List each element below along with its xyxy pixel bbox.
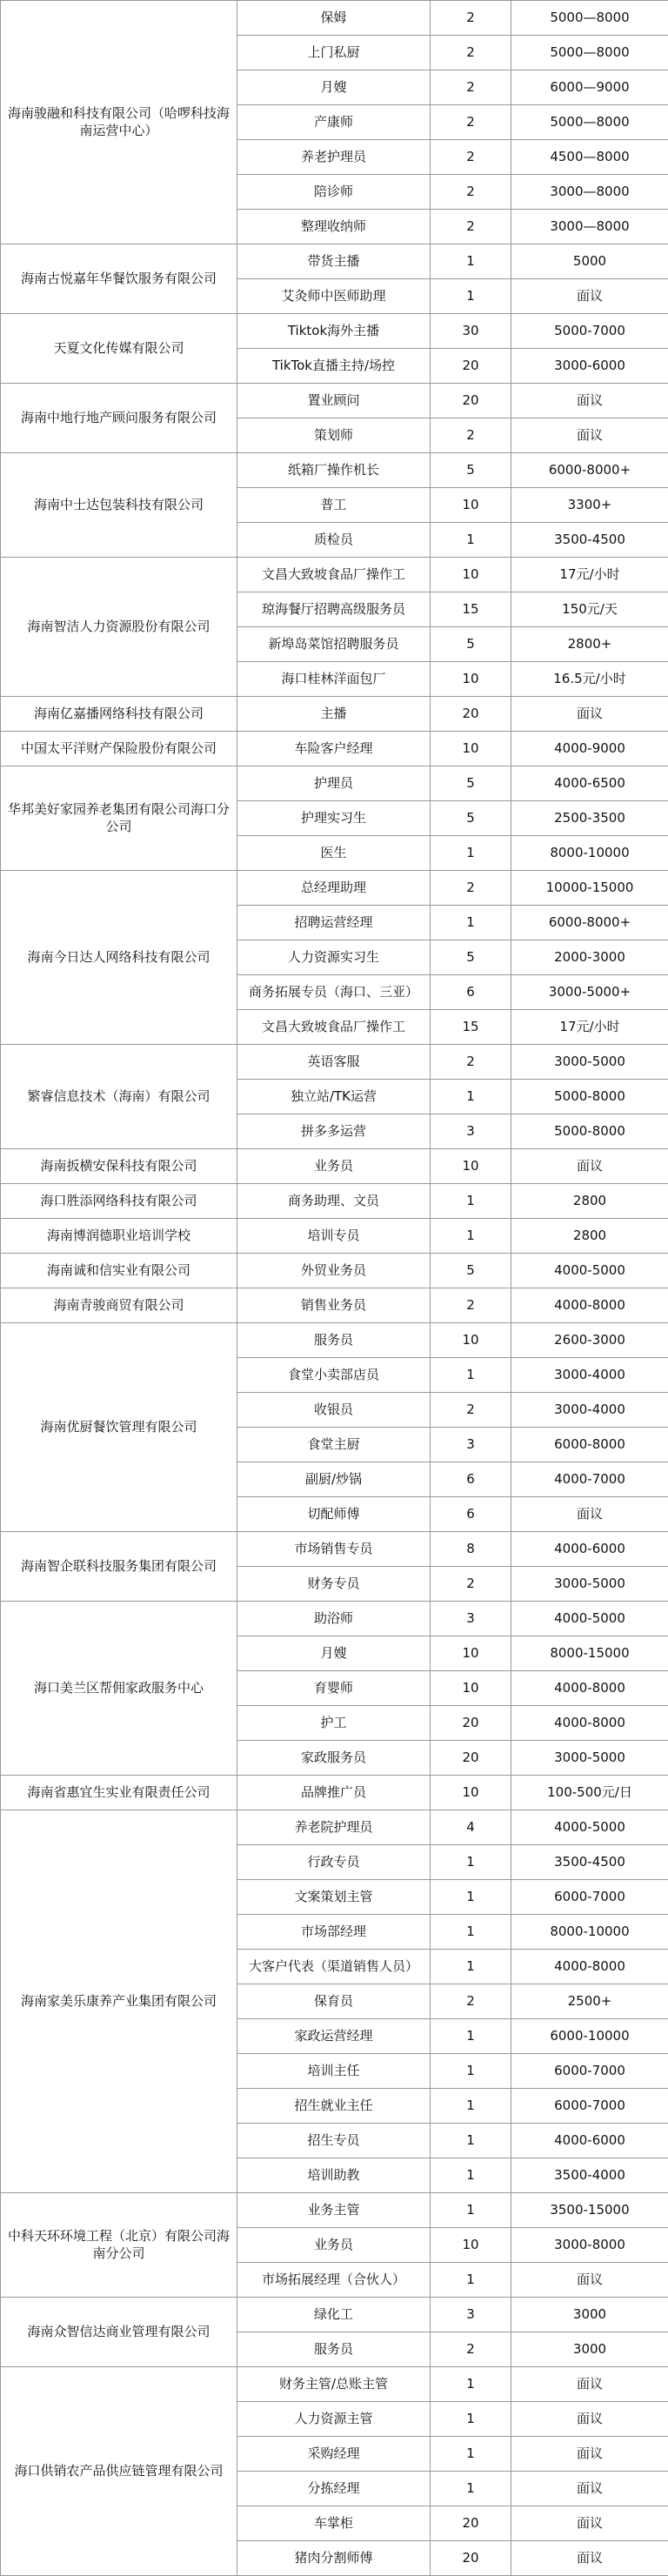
position-title: 切配师傅 [237, 1497, 431, 1532]
salary: 4500—8000 [511, 140, 668, 175]
headcount: 6 [431, 1497, 511, 1532]
headcount: 5 [431, 940, 511, 975]
table-row [1, 1, 668, 36]
company-name: 海南古悦嘉年华餐饮服务有限公司 [1, 244, 237, 314]
company-name: 海南扳横安保科技有限公司 [1, 1149, 237, 1184]
salary: 3000-6000 [511, 349, 668, 384]
headcount: 1 [431, 2019, 511, 2054]
salary: 面议 [511, 2506, 668, 2541]
company-name: 中国太平洋财产保险股份有限公司 [1, 732, 237, 766]
salary: 面议 [511, 279, 668, 314]
salary: 面议 [511, 2402, 668, 2437]
salary: 150元/天 [511, 592, 668, 627]
headcount: 1 [431, 1080, 511, 1114]
company-name: 海南博润德职业培训学校 [1, 1219, 237, 1254]
headcount: 1 [431, 2402, 511, 2437]
headcount: 15 [431, 1010, 511, 1045]
position-title: 市场拓展经理（合伙人） [237, 2263, 431, 2298]
headcount: 5 [431, 766, 511, 801]
salary: 3000-4000 [511, 1393, 668, 1428]
position-title: 分拣经理 [237, 2472, 431, 2506]
headcount: 6 [431, 975, 511, 1010]
position-title: 绿化工 [237, 2298, 431, 2332]
position-title: 文案策划主管 [237, 1880, 431, 1915]
position-title: 质检员 [237, 523, 431, 558]
position-title: 保育员 [237, 1984, 431, 2019]
table-row [1, 697, 668, 732]
salary: 面议 [511, 2367, 668, 2402]
salary: 17元/小时 [511, 558, 668, 592]
headcount: 10 [431, 1149, 511, 1184]
position-title: 琼海餐厅招聘高级服务员 [237, 592, 431, 627]
headcount: 2 [431, 1567, 511, 1602]
headcount: 10 [431, 1671, 511, 1706]
position-title: 纸箱厂操作机长 [237, 453, 431, 488]
company-name: 海南青骏商贸有限公司 [1, 1288, 237, 1323]
position-title: 大客户代表（渠道销售人员） [237, 1950, 431, 1984]
position-title: 月嫂 [237, 1636, 431, 1671]
position-title: 品牌推广员 [237, 1776, 431, 1810]
position-title: 总经理助理 [237, 871, 431, 906]
salary: 6000-8000+ [511, 453, 668, 488]
salary: 5000-8000 [511, 1114, 668, 1149]
table-row [1, 1776, 668, 1810]
table-row [1, 871, 668, 906]
position-title: 家政服务员 [237, 1741, 431, 1776]
company-name: 海南家美乐康养产业集团有限公司 [1, 1810, 237, 2193]
table-row [1, 1184, 668, 1219]
position-title: 主播 [237, 697, 431, 732]
salary: 6000—9000 [511, 70, 668, 105]
headcount: 1 [431, 2158, 511, 2193]
headcount: 1 [431, 2437, 511, 2472]
position-title: 服务员 [237, 2332, 431, 2367]
position-title: 拼多多运营 [237, 1114, 431, 1149]
salary: 面议 [511, 1149, 668, 1184]
salary: 6000-8000+ [511, 906, 668, 940]
headcount: 2 [431, 140, 511, 175]
salary: 4000-9000 [511, 732, 668, 766]
headcount: 20 [431, 384, 511, 418]
salary: 6000-7000 [511, 1880, 668, 1915]
salary: 2800 [511, 1184, 668, 1219]
salary: 2800 [511, 1219, 668, 1254]
headcount: 3 [431, 1114, 511, 1149]
position-title: 医生 [237, 836, 431, 871]
position-title: 食堂主厨 [237, 1428, 431, 1462]
position-title: 独立站/TK运营 [237, 1080, 431, 1114]
position-title: 新埠岛菜馆招聘服务员 [237, 627, 431, 662]
position-title: 上门私厨 [237, 36, 431, 70]
headcount: 4 [431, 1810, 511, 1845]
headcount: 10 [431, 662, 511, 697]
position-title: 陪诊师 [237, 175, 431, 210]
job-table-body [1, 1, 668, 2576]
position-title: 育婴师 [237, 1671, 431, 1706]
headcount: 1 [431, 279, 511, 314]
salary: 8000-15000 [511, 1636, 668, 1671]
position-title: 市场部经理 [237, 1915, 431, 1950]
salary: 5000-8000 [511, 1080, 668, 1114]
position-title: 猪肉分割师傅 [237, 2541, 431, 2576]
salary: 4000-8000 [511, 1950, 668, 1984]
position-title: 助浴师 [237, 1602, 431, 1636]
position-title: 产康师 [237, 105, 431, 140]
salary: 4000-6000 [511, 1532, 668, 1567]
table-row [1, 1254, 668, 1288]
salary: 6000-7000 [511, 2089, 668, 2124]
position-title: 培训主任 [237, 2054, 431, 2089]
position-title: 养老院护理员 [237, 1810, 431, 1845]
table-row [1, 314, 668, 349]
table-row [1, 244, 668, 279]
position-title: 养老护理员 [237, 140, 431, 175]
headcount: 1 [431, 1184, 511, 1219]
headcount: 5 [431, 453, 511, 488]
company-name: 海南骏融和科技有限公司（哈啰科技海南运营中心） [1, 1, 237, 244]
company-name: 繁睿信息技术（海南）有限公司 [1, 1045, 237, 1149]
position-title: 商务助理、文员 [237, 1184, 431, 1219]
salary: 3000-8000 [511, 2228, 668, 2263]
headcount: 1 [431, 906, 511, 940]
salary: 3000 [511, 2298, 668, 2332]
headcount: 2 [431, 105, 511, 140]
headcount: 1 [431, 2472, 511, 2506]
salary: 3000-4000 [511, 1358, 668, 1393]
table-row [1, 1149, 668, 1184]
headcount: 3 [431, 1428, 511, 1462]
salary: 3000-5000 [511, 1567, 668, 1602]
salary: 3500-15000 [511, 2193, 668, 2228]
headcount: 10 [431, 1323, 511, 1358]
salary: 6000-8000 [511, 1428, 668, 1462]
salary: 面议 [511, 1497, 668, 1532]
headcount: 3 [431, 2298, 511, 2332]
salary: 2600-3000 [511, 1323, 668, 1358]
headcount: 20 [431, 697, 511, 732]
company-name: 中科天环环境工程（北京）有限公司海南分公司 [1, 2193, 237, 2298]
position-title: 艾灸师中医师助理 [237, 279, 431, 314]
salary: 面议 [511, 2541, 668, 2576]
position-title: 销售业务员 [237, 1288, 431, 1323]
position-title: 家政运营经理 [237, 2019, 431, 2054]
position-title: 副厨/炒锅 [237, 1462, 431, 1497]
position-title: 护理实习生 [237, 801, 431, 836]
salary: 面议 [511, 2437, 668, 2472]
position-title: 护工 [237, 1706, 431, 1741]
headcount: 2 [431, 1984, 511, 2019]
headcount: 10 [431, 558, 511, 592]
table-row [1, 453, 668, 488]
company-name: 海南亿嘉播网络科技有限公司 [1, 697, 237, 732]
salary: 100-500元/日 [511, 1776, 668, 1810]
headcount: 1 [431, 836, 511, 871]
company-name: 海南省惠宜生实业有限责任公司 [1, 1776, 237, 1810]
company-name: 海口胜添网络科技有限公司 [1, 1184, 237, 1219]
company-name: 海南中士达包装科技有限公司 [1, 453, 237, 558]
company-name: 海南智企联科技服务集团有限公司 [1, 1532, 237, 1602]
headcount: 1 [431, 2124, 511, 2158]
salary: 2000-3000 [511, 940, 668, 975]
salary: 面议 [511, 418, 668, 453]
headcount: 2 [431, 418, 511, 453]
company-name: 海南诚和信实业有限公司 [1, 1254, 237, 1288]
salary: 面议 [511, 2472, 668, 2506]
headcount: 1 [431, 244, 511, 279]
position-title: 带货主播 [237, 244, 431, 279]
salary: 8000-10000 [511, 1915, 668, 1950]
position-title: 财务专员 [237, 1567, 431, 1602]
table-row [1, 1219, 668, 1254]
position-title: 海口桂林洋面包厂 [237, 662, 431, 697]
headcount: 30 [431, 314, 511, 349]
headcount: 2 [431, 1393, 511, 1428]
headcount: 10 [431, 2228, 511, 2263]
salary: 面议 [511, 697, 668, 732]
company-name: 海口美兰区帮佣家政服务中心 [1, 1602, 237, 1776]
position-title: 外贸业务员 [237, 1254, 431, 1288]
headcount: 1 [431, 1915, 511, 1950]
table-row [1, 1288, 668, 1323]
headcount: 20 [431, 2506, 511, 2541]
salary: 3000—8000 [511, 210, 668, 244]
headcount: 20 [431, 1741, 511, 1776]
salary: 4000-5000 [511, 1810, 668, 1845]
table-row [1, 384, 668, 418]
salary: 2800+ [511, 627, 668, 662]
salary: 6000-7000 [511, 2054, 668, 2089]
table-row [1, 766, 668, 801]
headcount: 20 [431, 349, 511, 384]
position-title: 文昌大致坡食品厂操作工 [237, 558, 431, 592]
headcount: 1 [431, 1845, 511, 1880]
position-title: 置业顾问 [237, 384, 431, 418]
table-row [1, 2367, 668, 2402]
company-name: 海南今日达人网络科技有限公司 [1, 871, 237, 1045]
position-title: 整理收纳师 [237, 210, 431, 244]
salary: 4000-6500 [511, 766, 668, 801]
headcount: 2 [431, 1045, 511, 1080]
salary: 5000—8000 [511, 105, 668, 140]
position-title: 英语客服 [237, 1045, 431, 1080]
salary: 4000-6000 [511, 2124, 668, 2158]
salary: 3500-4500 [511, 1845, 668, 1880]
position-title: 业务员 [237, 1149, 431, 1184]
position-title: 策划师 [237, 418, 431, 453]
table-row [1, 1532, 668, 1567]
table-row [1, 1323, 668, 1358]
position-title: Tiktok海外主播 [237, 314, 431, 349]
salary: 4000-8000 [511, 1288, 668, 1323]
salary: 4000-8000 [511, 1671, 668, 1706]
headcount: 10 [431, 1776, 511, 1810]
headcount: 2 [431, 175, 511, 210]
salary: 4000-5000 [511, 1602, 668, 1636]
headcount: 1 [431, 2263, 511, 2298]
headcount: 2 [431, 70, 511, 105]
position-title: 业务主管 [237, 2193, 431, 2228]
position-title: 人力资源实习生 [237, 940, 431, 975]
headcount: 8 [431, 1532, 511, 1567]
headcount: 3 [431, 1602, 511, 1636]
headcount: 5 [431, 627, 511, 662]
headcount: 5 [431, 1254, 511, 1288]
position-title: TikTok直播主持/场控 [237, 349, 431, 384]
headcount: 20 [431, 1706, 511, 1741]
table-row [1, 1602, 668, 1636]
salary: 面议 [511, 384, 668, 418]
position-title: 行政专员 [237, 1845, 431, 1880]
position-title: 车险客户经理 [237, 732, 431, 766]
salary: 3000—8000 [511, 175, 668, 210]
position-title: 招生专员 [237, 2124, 431, 2158]
table-row [1, 1045, 668, 1080]
position-title: 车掌柜 [237, 2506, 431, 2541]
headcount: 1 [431, 523, 511, 558]
headcount: 2 [431, 871, 511, 906]
salary: 3500-4000 [511, 2158, 668, 2193]
salary: 4000-5000 [511, 1254, 668, 1288]
salary: 17元/小时 [511, 1010, 668, 1045]
position-title: 招生就业主任 [237, 2089, 431, 2124]
position-title: 培训专员 [237, 1219, 431, 1254]
salary: 4000-7000 [511, 1462, 668, 1497]
salary: 2500-3500 [511, 801, 668, 836]
table-row [1, 1810, 668, 1845]
salary: 10000-15000 [511, 871, 668, 906]
headcount: 10 [431, 732, 511, 766]
position-title: 人力资源主管 [237, 2402, 431, 2437]
position-title: 采购经理 [237, 2437, 431, 2472]
salary: 8000-10000 [511, 836, 668, 871]
headcount: 1 [431, 1880, 511, 1915]
salary: 3000 [511, 2332, 668, 2367]
salary: 面议 [511, 2263, 668, 2298]
table-row [1, 558, 668, 592]
position-title: 招聘运营经理 [237, 906, 431, 940]
position-title: 护理员 [237, 766, 431, 801]
headcount: 20 [431, 2541, 511, 2576]
salary: 5000—8000 [511, 1, 668, 36]
salary: 3300+ [511, 488, 668, 523]
salary: 3000-5000+ [511, 975, 668, 1010]
headcount: 1 [431, 2089, 511, 2124]
position-title: 保姆 [237, 1, 431, 36]
headcount: 10 [431, 1636, 511, 1671]
position-title: 月嫂 [237, 70, 431, 105]
position-title: 文昌大致坡食品厂操作工 [237, 1010, 431, 1045]
table-row [1, 2193, 668, 2228]
headcount: 5 [431, 801, 511, 836]
salary: 4000-8000 [511, 1706, 668, 1741]
salary: 3000-5000 [511, 1741, 668, 1776]
position-title: 商务拓展专员（海口、三亚） [237, 975, 431, 1010]
company-name: 天夏文化传媒有限公司 [1, 314, 237, 384]
salary: 5000 [511, 244, 668, 279]
company-name: 海南智洁人力资源股份有限公司 [1, 558, 237, 697]
headcount: 2 [431, 210, 511, 244]
position-title: 食堂小卖部店员 [237, 1358, 431, 1393]
headcount: 1 [431, 2193, 511, 2228]
company-name: 海口供销农产品供应链管理有限公司 [1, 2367, 237, 2576]
headcount: 1 [431, 1950, 511, 1984]
position-title: 收银员 [237, 1393, 431, 1428]
headcount: 1 [431, 2367, 511, 2402]
salary: 5000—8000 [511, 36, 668, 70]
headcount: 1 [431, 1219, 511, 1254]
headcount: 1 [431, 1358, 511, 1393]
salary: 5000-7000 [511, 314, 668, 349]
headcount: 2 [431, 2332, 511, 2367]
company-name: 海南众智信达商业管理有限公司 [1, 2298, 237, 2367]
company-name: 海南中地行地产顾问服务有限公司 [1, 384, 237, 453]
salary: 3000-5000 [511, 1045, 668, 1080]
position-title: 培训助教 [237, 2158, 431, 2193]
salary: 3500-4500 [511, 523, 668, 558]
headcount: 10 [431, 488, 511, 523]
company-name: 海南优厨餐饮管理有限公司 [1, 1323, 237, 1532]
headcount: 2 [431, 36, 511, 70]
headcount: 6 [431, 1462, 511, 1497]
salary: 2500+ [511, 1984, 668, 2019]
position-title: 服务员 [237, 1323, 431, 1358]
position-title: 普工 [237, 488, 431, 523]
table-row [1, 732, 668, 766]
company-name: 华邦美好家园养老集团有限公司海口分公司 [1, 766, 237, 871]
headcount: 2 [431, 1, 511, 36]
table-row [1, 2298, 668, 2332]
position-title: 业务员 [237, 2228, 431, 2263]
headcount: 15 [431, 592, 511, 627]
salary: 6000-10000 [511, 2019, 668, 2054]
position-title: 市场销售专员 [237, 1532, 431, 1567]
headcount: 2 [431, 1288, 511, 1323]
position-title: 财务主管/总账主管 [237, 2367, 431, 2402]
headcount: 1 [431, 2054, 511, 2089]
salary: 16.5元/小时 [511, 662, 668, 697]
